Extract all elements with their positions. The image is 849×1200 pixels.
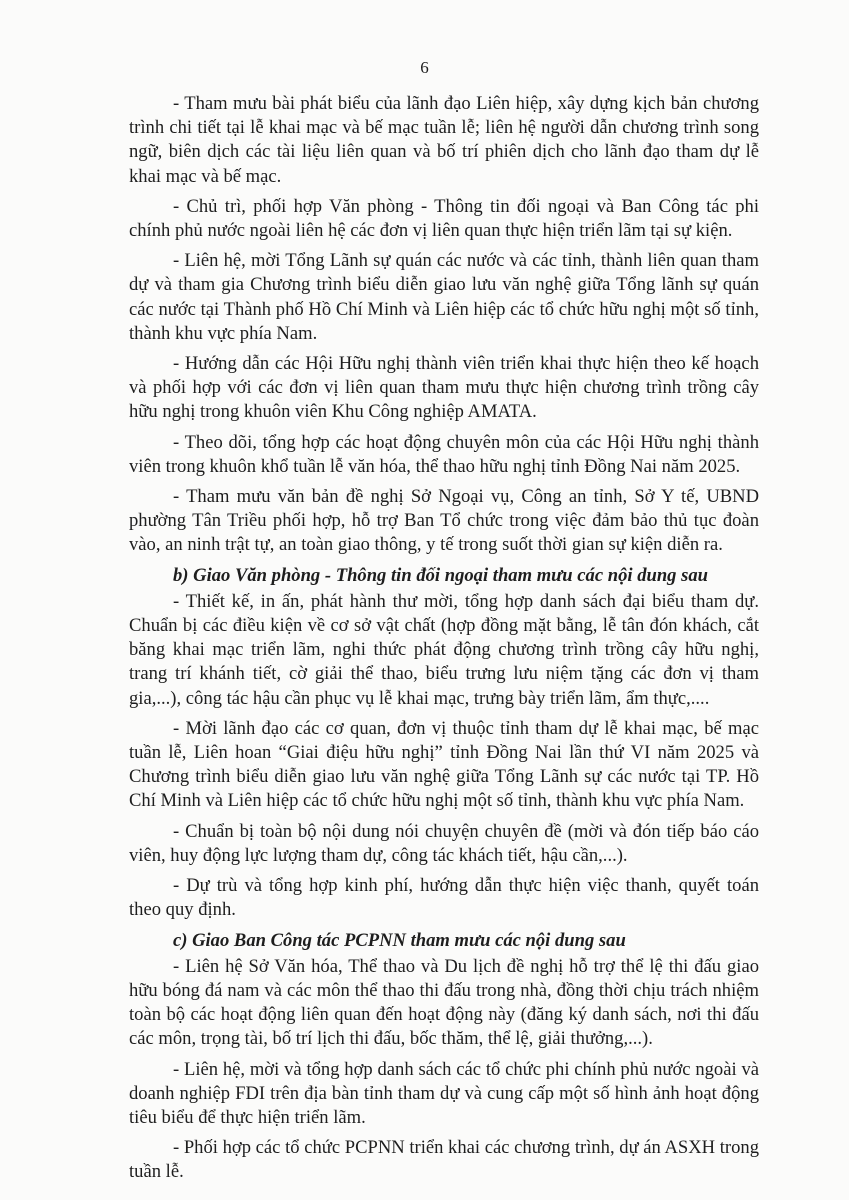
paragraph: - Liên hệ, mời Tổng Lãnh sự quán các nước và các tỉnh, thành liên quan tham dự và tham gia Chương trình biểu diễn giao lưu văn nghệ giữa Tổng lãnh sự quán các nước tại Thành phố Hồ Chí Minh và Liên hiệp các tổ chức hữu nghị một số tỉnh, thành khu vực phía Nam. — [129, 250, 759, 344]
paragraph: - Theo dõi, tổng hợp các hoạt động chuyên môn của các Hội Hữu nghị thành viên trong khuôn khổ tuần lễ văn hóa, thể thao hữu nghị tỉnh Đồng Nai năm 2025. — [129, 431, 759, 477]
paragraph: - Tham mưu văn bản đề nghị Sở Ngoại vụ, Công an tỉnh, Sở Y tế, UBND phường Tân Triều phối hợp, hỗ trợ Ban Tổ chức trong việc đảm bảo thủ tục đoàn vào, an ninh trật tự, an toàn giao thông, y tế trong suốt thời gian sự kiện diễn ra. — [129, 486, 759, 556]
paragraph: - Mời lãnh đạo các cơ quan, đơn vị thuộc tỉnh tham dự lễ khai mạc, bế mạc tuần lễ, Liên hoan “Giai điệu hữu nghị” tỉnh Đồng Nai lần thứ VI năm 2025 và Chương trình biểu diễn giao lưu văn nghệ giữa Tổng Lãnh sự các nước tại TP. Hồ Chí Minh và Liên hiệp các tổ chức hữu nghị một số tỉnh, thành khu vực phía Nam. — [129, 717, 759, 812]
paragraph: - Chuẩn bị toàn bộ nội dung nói chuyện chuyên đề (mời và đón tiếp báo cáo viên, huy động lực lượng tham dự, công tác khách tiết, hậu cần,...). — [129, 820, 759, 866]
document-body — [129, 92, 759, 1191]
paragraph: - Liên hệ, mời và tổng hợp danh sách các tổ chức phi chính phủ nước ngoài và doanh nghiệp FDI trên địa bàn tỉnh tham dự và cung cấp một số hình ảnh hoạt động tiêu biểu để thực hiện triển lãm. — [129, 1058, 759, 1128]
paragraph: - Phối hợp các tổ chức PCPNN triển khai các chương trình, dự án ASXH trong tuần lễ. — [129, 1137, 759, 1183]
section-heading-b: b) Giao Văn phòng - Thông tin đối ngoại tham mưu các nội dung sau — [173, 564, 708, 586]
paragraph: - Dự trù và tổng hợp kinh phí, hướng dẫn thực hiện việc thanh, quyết toán theo quy định. — [129, 875, 759, 921]
paragraph: - Thiết kế, in ấn, phát hành thư mời, tổng hợp danh sách đại biểu tham dự. Chuẩn bị các điều kiện về cơ sở vật chất (hợp đồng mặt bằng, lễ tân đón khách, cắt băng khai mạc triển lãm, nghi thức phát động chương trình trồng cây hữu nghị, trang trí khánh tiết, cờ giải thể thao, biểu trưng lưu niệm tặng các đơn vị tham gia,...), công tác hậu cần phục vụ lễ khai mạc, trưng bày triển lãm, ẩm thực,.... — [129, 590, 759, 709]
paragraph: - Tham mưu bài phát biểu của lãnh đạo Liên hiệp, xây dựng kịch bản chương trình chi tiết tại lễ khai mạc và bế mạc tuần lễ; liên hệ người dẫn chương trình song ngữ, biên dịch các tài liệu liên quan và bố trí phiên dịch cho lãnh đạo tham dự lễ khai mạc và bế mạc. — [129, 93, 759, 187]
section-heading-c: c) Giao Ban Công tác PCPNN tham mưu các nội dung sau — [173, 929, 626, 951]
page-number: 6 — [420, 58, 429, 77]
paragraph: - Liên hệ Sở Văn hóa, Thể thao và Du lịch đề nghị hỗ trợ thể lệ thi đấu giao hữu bóng đá nam và các môn thể thao thi đấu trong nhà, đồng thời chịu trách nhiệm toàn bộ các hoạt động liên quan đến hoạt động này (đăng ký danh sách, nơi thi đấu các môn, trọng tài, bố trí lịch thi đấu, bốc thăm, thể lệ, giải thưởng,...). — [129, 955, 759, 1050]
paragraph: - Hướng dẫn các Hội Hữu nghị thành viên triển khai thực hiện theo kế hoạch và phối hợp với các đơn vị liên quan tham mưu thực hiện chương trình trồng cây hữu nghị trong khuôn viên Khu Công nghiệp AMATA. — [129, 353, 759, 423]
paragraph: - Chủ trì, phối hợp Văn phòng - Thông tin đối ngoại và Ban Công tác phi chính phủ nước ngoài liên hệ các đơn vị liên quan thực hiện triển lãm tại sự kiện. — [129, 195, 759, 242]
